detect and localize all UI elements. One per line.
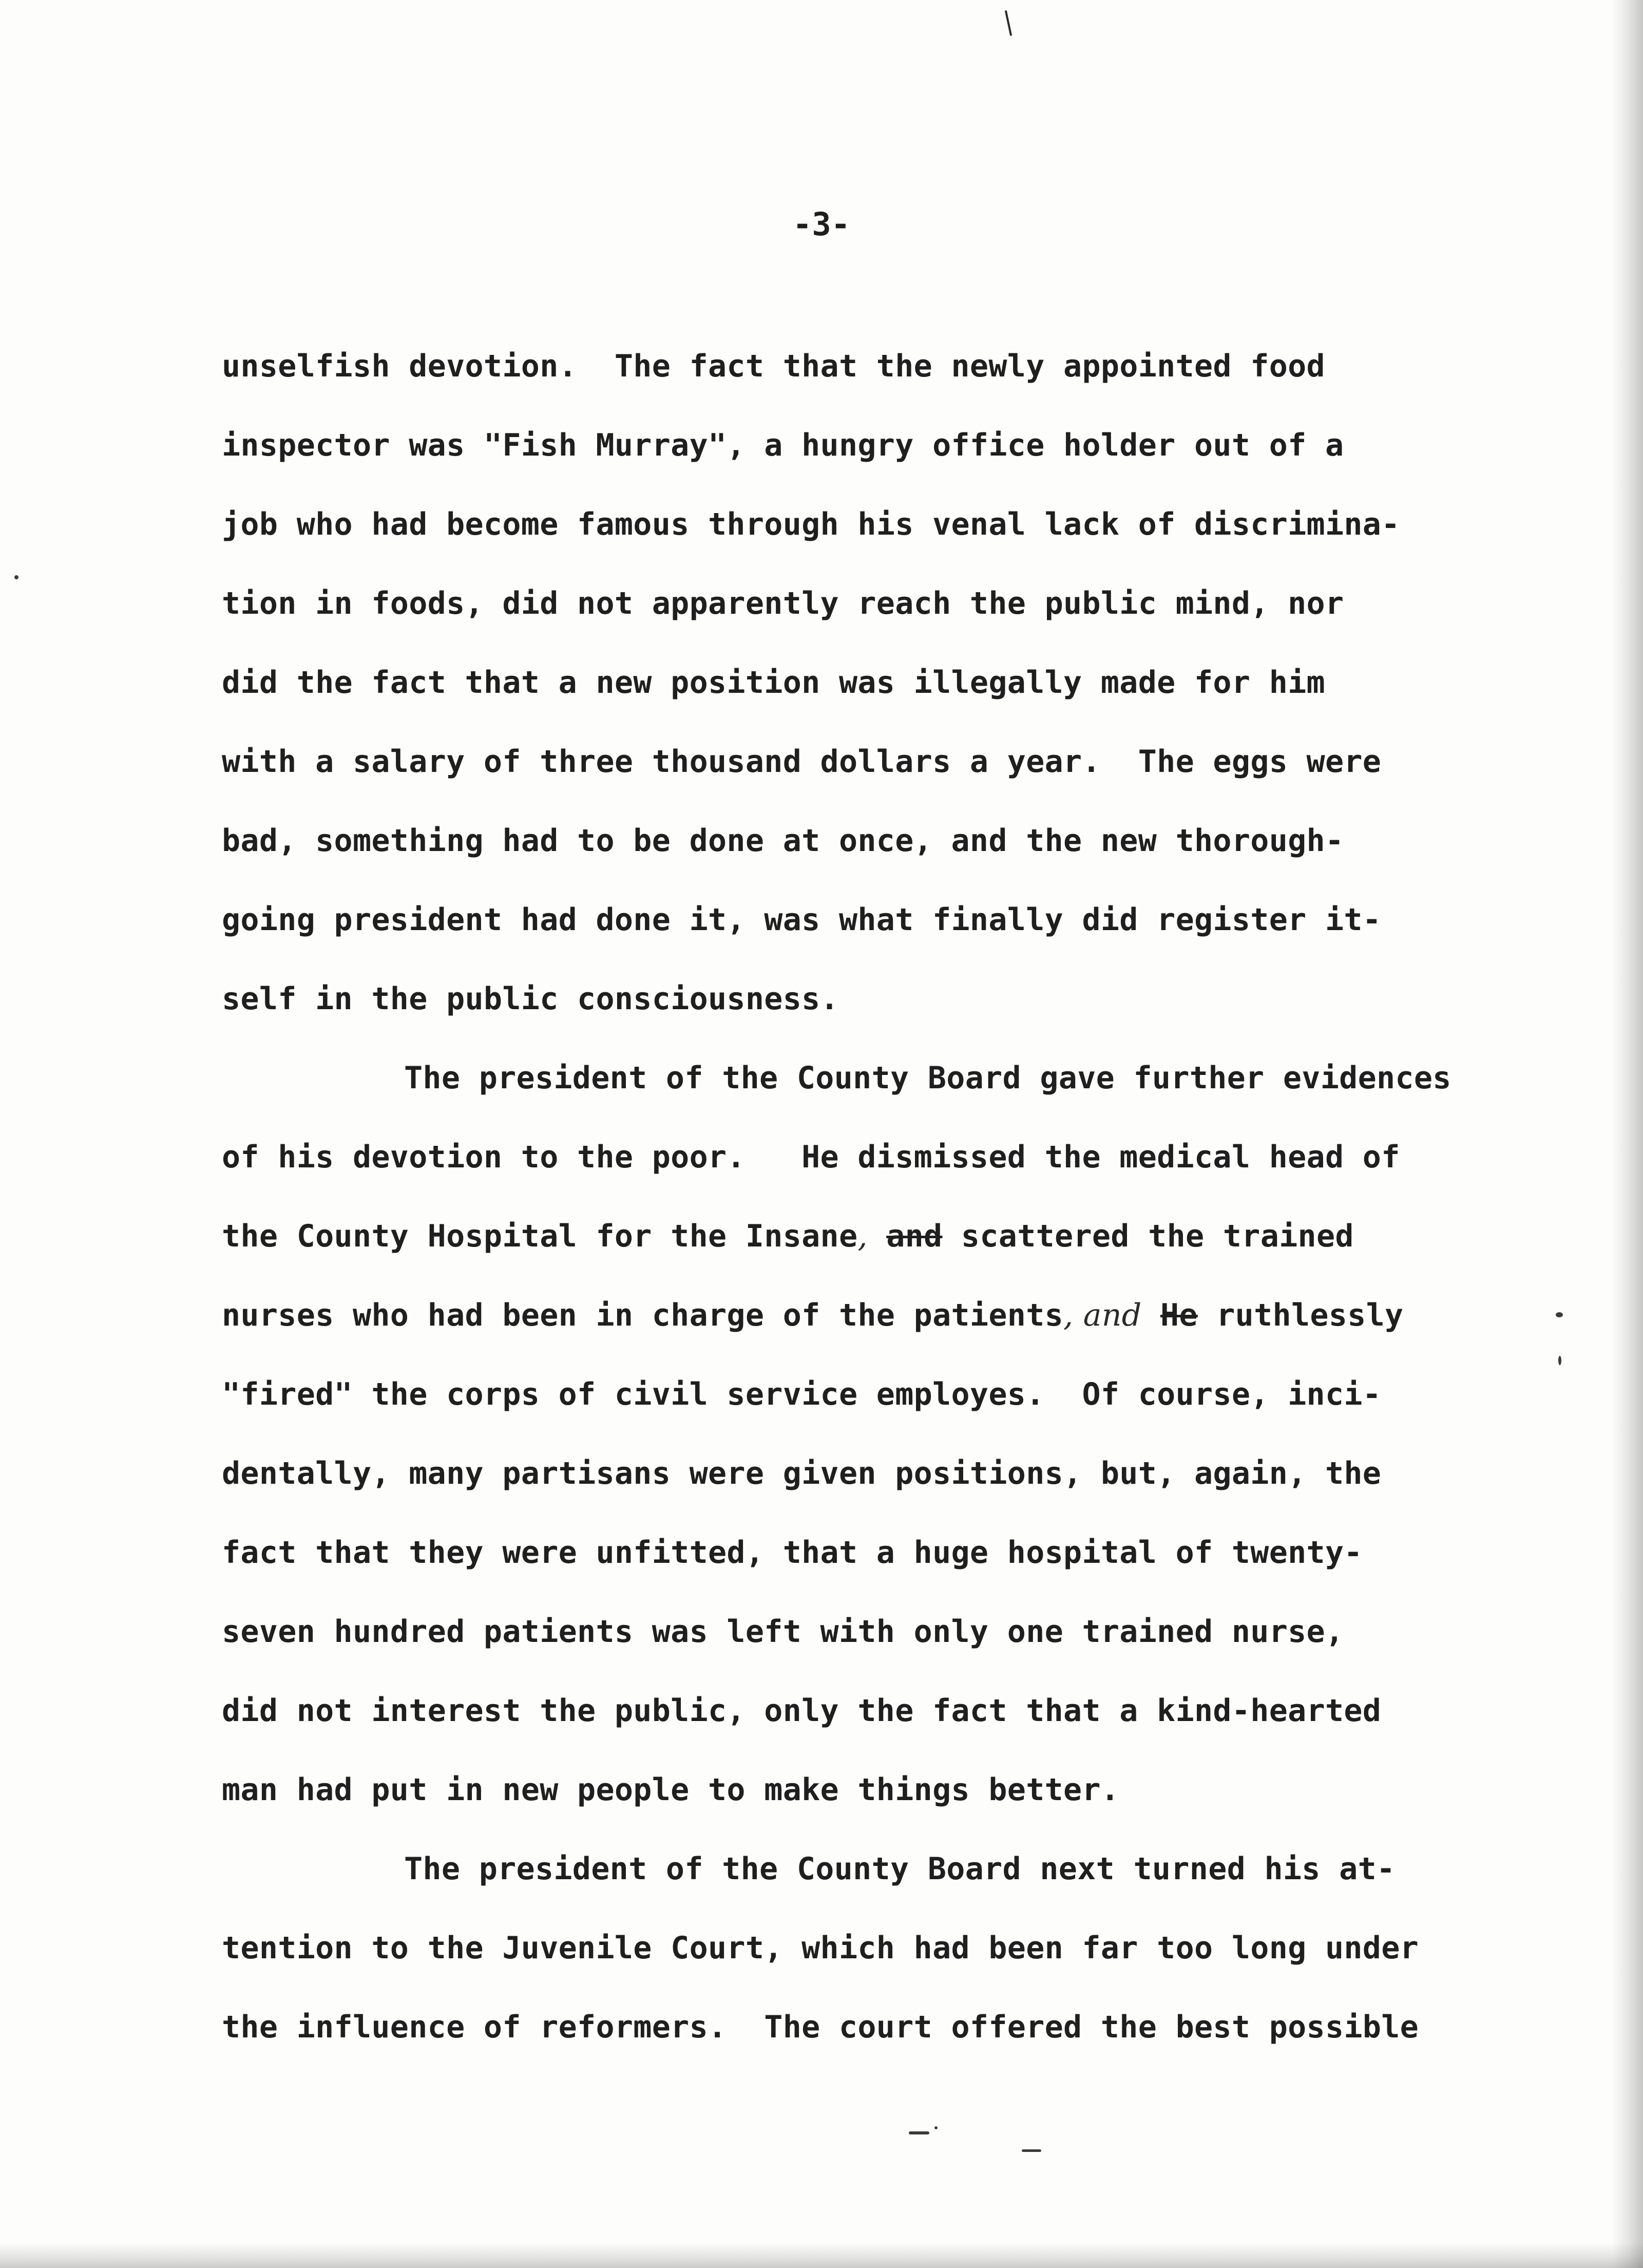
text-line: tion in foods, did not apparently reach the public mind, nor xyxy=(222,585,1344,621)
struck-word: He xyxy=(1160,1297,1198,1333)
text-line: dentally, many partisans were given positions, but, again, the xyxy=(222,1456,1382,1491)
handwritten-comma: , xyxy=(857,1218,868,1254)
text-line: job who had become famous through his venal lack of discrimina- xyxy=(222,506,1400,542)
text-line: The president of the County Board next turned his at- xyxy=(404,1851,1396,1887)
text-line-edited xyxy=(222,1197,1464,1276)
text-line: unselfish devotion. The fact that the newly appointed food xyxy=(222,348,1325,384)
struck-word: and xyxy=(886,1218,943,1254)
page-shadow-bottom xyxy=(0,2242,1643,2268)
text-line: with a salary of three thousand dollars a year. The eggs were xyxy=(222,744,1382,780)
text-line-edited xyxy=(222,1276,1464,1355)
handwritten-insertion: , and xyxy=(1063,1297,1142,1333)
text-line: fact that they were unfitted, that a huge hospital of twenty- xyxy=(222,1535,1363,1571)
text-segment: nurses who had been in charge of the patients xyxy=(222,1297,1064,1333)
text-line: man had put in new people to make things better. xyxy=(222,1772,1120,1808)
scan-mark xyxy=(1005,10,1012,36)
scan-speck xyxy=(14,575,18,579)
text-line: bad, something had to be done at once, and the new thorough- xyxy=(222,823,1344,859)
scan-speck xyxy=(1558,1356,1561,1365)
text-line: going president had done it, was what finally did register it- xyxy=(222,902,1382,938)
paragraph-2 xyxy=(222,1038,1464,1829)
scan-speck xyxy=(934,2126,938,2129)
text-segment: scattered the trained xyxy=(961,1218,1354,1254)
scan-speck xyxy=(1556,1312,1563,1317)
paragraph-1 xyxy=(222,327,1464,1038)
text-line: the influence of reformers. The court offered the best possible xyxy=(222,2009,1419,2045)
scan-speck xyxy=(909,2131,929,2134)
text-segment: ruthlessly xyxy=(1216,1297,1404,1333)
text-line: seven hundred patients was left with only one trained nurse, xyxy=(222,1614,1344,1650)
text-line: did not interest the public, only the fact that a kind-hearted xyxy=(222,1693,1382,1729)
paragraph-3 xyxy=(222,1829,1464,2067)
scan-speck xyxy=(1022,2149,1041,2152)
page-number: -3- xyxy=(793,205,850,243)
text-line: tention to the Juvenile Court, which had been far too long under xyxy=(222,1930,1419,1966)
text-segment: the County Hospital for the Insane xyxy=(222,1218,858,1254)
body-text xyxy=(222,327,1464,2067)
text-line: inspector was "Fish Murray", a hungry office holder out of a xyxy=(222,427,1344,463)
page-shadow-right xyxy=(1612,0,1643,2268)
text-line: of his devotion to the poor. He dismissed the medical head of xyxy=(222,1139,1400,1175)
text-line: self in the public consciousness. xyxy=(222,981,839,1017)
text-line: "fired" the corps of civil service employes. Of course, inci- xyxy=(222,1376,1382,1412)
text-line: The president of the County Board gave further evidences xyxy=(404,1060,1451,1096)
text-line: did the fact that a new position was illegally made for him xyxy=(222,665,1325,701)
